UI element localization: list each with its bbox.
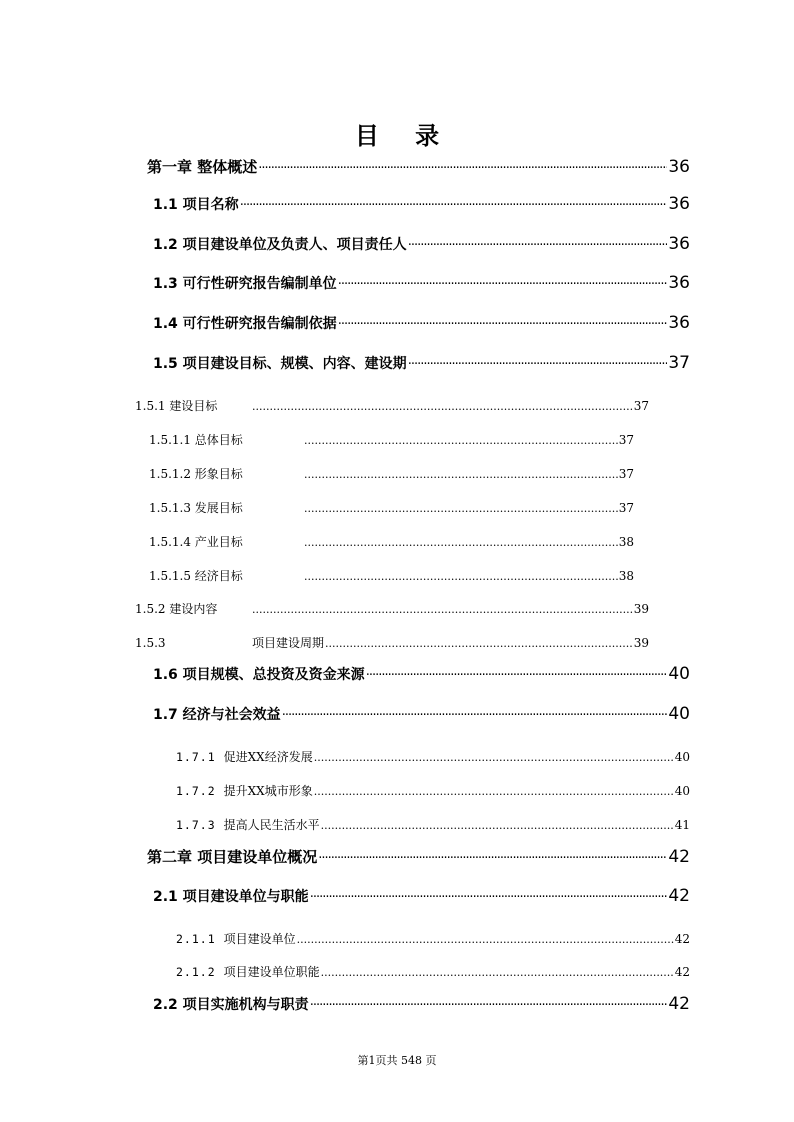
toc-leader — [297, 933, 674, 946]
toc-entry-1-5-1-2[interactable] — [149, 465, 634, 482]
toc-page-number: 37 — [618, 501, 634, 515]
toc-leader — [304, 570, 618, 583]
toc-leader — [338, 317, 668, 332]
toc-page-number: 42 — [668, 994, 690, 1014]
toc-entry-2-1[interactable] — [153, 886, 690, 906]
toc-entry-1-7-3[interactable] — [176, 816, 690, 833]
toc-entry-label: 1.4 可行性研究报告编制依据 — [153, 316, 337, 332]
toc-entry-label: 1.1 项目名称 — [153, 197, 239, 213]
toc-leader — [338, 277, 668, 292]
toc-entry-label: 2.2 项目实施机构与职责 — [153, 997, 309, 1013]
toc-entry-1-5-1-3[interactable] — [149, 499, 634, 516]
toc-entry-1-5-1-1[interactable] — [149, 431, 634, 448]
toc-page-number: 40 — [668, 664, 690, 684]
toc-leader — [240, 198, 668, 213]
toc-entry-number: 2.1.1 — [176, 932, 216, 946]
toc-page-number: 42 — [674, 932, 690, 946]
toc-entry-label: 1.5 项目建设目标、规模、内容、建设期 — [153, 356, 407, 372]
toc-entry-label: 1.5.1.4 产业目标 — [149, 535, 243, 549]
toc-entry-label: 1.3 可行性研究报告编制单位 — [153, 276, 337, 292]
toc-entry-number: 1.5.3 — [135, 636, 166, 650]
toc-entry-label: 促进XX经济发展 — [223, 750, 313, 764]
toc-entry-1-7-1[interactable] — [176, 748, 690, 765]
toc-leader — [304, 434, 618, 447]
toc-page-number: 36 — [668, 313, 690, 333]
toc-leader — [408, 357, 668, 372]
toc-page-number: 37 — [633, 399, 649, 413]
toc-page-number: 36 — [668, 273, 690, 293]
toc-page-number: 37 — [668, 353, 690, 373]
toc-entry-1-6[interactable] — [153, 664, 690, 684]
toc-leader — [282, 708, 668, 723]
toc-entry-label: 1.5.1.2 形象目标 — [149, 467, 243, 481]
toc-entry-label: 项目建设单位 — [223, 932, 296, 946]
toc-leader — [408, 238, 668, 253]
toc-entry-1-5-1-4[interactable] — [149, 533, 634, 550]
toc-leader — [314, 785, 674, 798]
toc-leader — [314, 751, 674, 764]
toc-page-number: 40 — [668, 704, 690, 724]
toc-entry-label: 项目建设周期 — [252, 636, 325, 650]
toc-leader — [318, 851, 667, 866]
toc-entry-1-4[interactable] — [153, 313, 690, 333]
toc-leader — [304, 502, 618, 515]
toc-leader — [366, 668, 668, 683]
toc-entry-1-7[interactable] — [153, 704, 690, 724]
toc-entry-label: 项目建设单位职能 — [223, 965, 320, 979]
toc-page-number: 36 — [668, 194, 690, 214]
toc-leader — [304, 536, 618, 549]
toc-page-number: 41 — [674, 818, 690, 832]
toc-page-number: 36 — [668, 234, 690, 254]
toc-entry-label: 第一章 整体概述 — [147, 158, 258, 176]
toc-leader — [310, 998, 668, 1013]
toc-entry-number: 2.1.2 — [176, 965, 216, 979]
toc-entry-label: 1.5.2 建设内容 — [135, 602, 218, 616]
toc-entry-label: 提升XX城市形象 — [223, 784, 313, 798]
toc-leader — [304, 468, 618, 481]
toc-entry-2-1-2[interactable] — [176, 963, 690, 980]
toc-entry-1-3[interactable] — [153, 273, 690, 293]
page-footer: 第1页共 548 页 — [357, 1054, 437, 1067]
toc-entry-1-5-3[interactable] — [135, 634, 649, 651]
toc-page-number: 37 — [618, 433, 634, 447]
toc-entry-label: 1.5.1 建设目标 — [135, 399, 218, 413]
toc-entry-label: 提高人民生活水平 — [223, 818, 320, 832]
toc-entry-chapter-1[interactable] — [147, 156, 690, 177]
toc-entry-1-5[interactable] — [153, 353, 690, 373]
toc-entry-1-7-2[interactable] — [176, 782, 690, 799]
toc-leader — [252, 603, 633, 616]
toc-leader — [310, 890, 668, 905]
toc-page-number: 38 — [618, 535, 634, 549]
toc-leader — [321, 966, 674, 979]
toc-leader — [321, 819, 674, 832]
toc-page-number: 42 — [668, 847, 690, 867]
toc-entry-2-1-1[interactable] — [176, 930, 690, 947]
toc-leader — [252, 400, 633, 413]
toc-entry-1-1[interactable] — [153, 194, 690, 214]
toc-entry-label: 2.1 项目建设单位与职能 — [153, 889, 309, 905]
toc-entry-label: 1.5.1.1 总体目标 — [149, 433, 243, 447]
toc-page-number: 40 — [674, 750, 690, 764]
toc-entry-label: 1.6 项目规模、总投资及资金来源 — [153, 667, 365, 683]
toc-leader — [325, 637, 633, 650]
toc-entry-1-2[interactable] — [153, 234, 690, 254]
toc-page-number: 39 — [633, 636, 649, 650]
toc-entry-1-5-1-5[interactable] — [149, 567, 634, 584]
toc-page-number: 37 — [618, 467, 634, 481]
toc-page-number: 38 — [618, 569, 634, 583]
toc-title: 目 录 — [354, 122, 454, 150]
toc-page-number: 42 — [668, 886, 690, 906]
toc-entry-number: 1.7.1 — [176, 750, 216, 764]
toc-page-number: 39 — [633, 602, 649, 616]
toc-entry-label: 1.5.1.5 经济目标 — [149, 569, 243, 583]
toc-entry-label: 1.2 项目建设单位及负责人、项目责任人 — [153, 237, 407, 253]
toc-entry-label: 1.7 经济与社会效益 — [153, 707, 281, 723]
toc-page-number: 36 — [668, 157, 690, 177]
toc-entry-chapter-2[interactable] — [147, 846, 690, 867]
toc-leader — [258, 161, 667, 176]
toc-entry-2-2[interactable] — [153, 994, 690, 1014]
toc-page-number: 42 — [674, 965, 690, 979]
toc-entry-1-5-2[interactable] — [135, 600, 649, 617]
toc-entry-1-5-1[interactable] — [135, 397, 649, 414]
toc-entry-label: 1.5.1.3 发展目标 — [149, 501, 243, 515]
toc-entry-number: 1.7.3 — [176, 818, 216, 832]
toc-page-number: 40 — [674, 784, 690, 798]
toc-entry-label: 第二章 项目建设单位概况 — [147, 848, 318, 866]
toc-entry-number: 1.7.2 — [176, 784, 216, 798]
